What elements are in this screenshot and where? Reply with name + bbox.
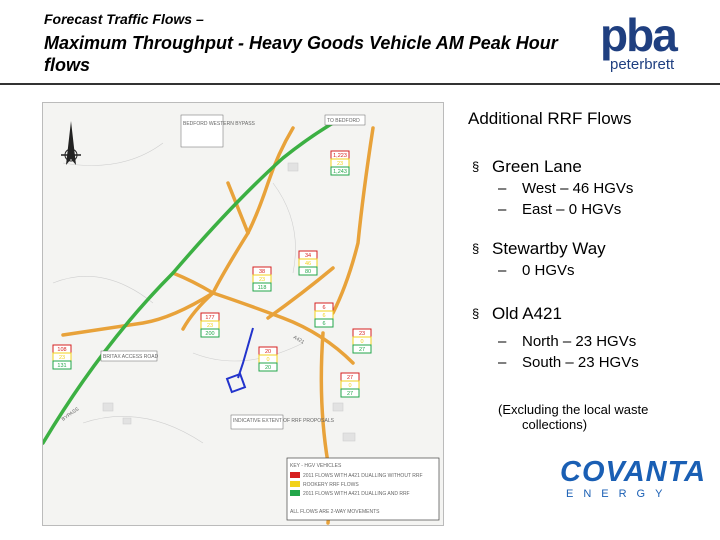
sub-item: – West – 46 HGVs — [498, 180, 634, 197]
map-label-a421: A421 — [292, 334, 306, 346]
sub-item-text: East – 0 HGVs — [522, 201, 622, 218]
legend-item: 2011 FLOWS WITH A421 DUALLING WITHOUT RRF — [303, 473, 423, 479]
map-label-britax: BRITAX ACCESS ROAD — [103, 354, 159, 360]
legend-title: KEY - HGV VEHICLES — [290, 463, 342, 469]
map-label-bypass-road: BYPASS — [60, 406, 81, 423]
footnote-line1: (Excluding the local waste — [498, 402, 649, 417]
flow-box — [201, 313, 219, 337]
pba-logo-main: pba — [600, 9, 676, 61]
flow-box-value: 23 — [206, 323, 214, 329]
sub-item: – North – 23 HGVs — [498, 333, 637, 350]
slide-header — [44, 10, 604, 76]
covanta-logo-sub: ENERGY — [566, 488, 673, 500]
map-label-box — [181, 115, 223, 147]
flow-box — [259, 347, 277, 371]
bullet-old-a421 — [468, 303, 716, 325]
covanta-logo — [560, 456, 707, 501]
bullet-marker-icon: § — [472, 241, 480, 256]
panel-title: Additional RRF Flows — [468, 109, 632, 128]
flow-box-value: 0 — [348, 383, 352, 389]
flow-box-value: 23 — [336, 161, 344, 167]
map-label-rrf-extent: INDICATIVE EXTENT OF RRF PROPOSALS — [233, 418, 334, 424]
sub-item: – South – 23 HGVs — [498, 354, 639, 371]
slide-title-line1: Forecast Traffic Flows – — [44, 11, 204, 27]
bullet-label: Old A421 — [492, 304, 562, 323]
map-svg — [43, 103, 443, 525]
bullet-label: Stewartby Way — [492, 239, 606, 258]
bullet-label: Green Lane — [492, 157, 582, 176]
sub-item: – East – 0 HGVs — [498, 201, 622, 218]
flow-box — [341, 373, 359, 397]
bullet-green-lane — [468, 156, 716, 178]
flow-box-value: 27 — [346, 375, 354, 381]
map-labels — [58, 115, 365, 429]
sub-item-text: West – 46 HGVs — [522, 180, 634, 197]
bullet-marker-icon: § — [472, 159, 480, 174]
sub-item-text: North – 23 HGVs — [522, 333, 637, 350]
flow-box — [315, 303, 333, 327]
flow-box-value: 46 — [304, 261, 312, 267]
flow-box — [253, 267, 271, 291]
flows-panel — [468, 102, 716, 373]
map-legend — [287, 458, 439, 520]
pba-logo-sub: peterbrett — [610, 56, 675, 73]
flow-box-value: 108 — [57, 347, 67, 353]
flow-box — [353, 329, 371, 353]
flow-box-value: 27 — [346, 391, 354, 397]
flow-box-value: 23 — [258, 277, 266, 283]
flow-box — [299, 251, 317, 275]
footnote — [498, 402, 698, 432]
flow-box-value: 118 — [257, 285, 267, 291]
north-arrow-icon — [61, 121, 81, 165]
flow-box-value: 0 — [360, 339, 364, 345]
flow-box — [53, 345, 71, 369]
flow-box-value: 80 — [304, 269, 312, 275]
bullet-marker-icon: § — [472, 306, 480, 321]
sub-item-text: South – 23 HGVs — [522, 354, 639, 371]
flow-box-value: 200 — [205, 331, 215, 337]
bullet-stewartby-way — [468, 238, 716, 260]
flow-box-value: 34 — [304, 253, 312, 259]
flow-box-value: 1,223 — [333, 153, 347, 159]
flow-box-value: 20 — [264, 365, 272, 371]
map-label-to-bedford: TO BEDFORD — [327, 118, 360, 124]
flow-box-value: 6 — [322, 321, 326, 327]
flow-box-value: 23 — [358, 331, 366, 337]
pba-logo — [600, 9, 696, 73]
flow-box-value: 38 — [258, 269, 266, 275]
sub-item-text: 0 HGVs — [522, 262, 575, 279]
flow-box-value: 6 — [322, 313, 326, 319]
flow-box — [331, 151, 349, 175]
footnote-line2: collections) — [522, 417, 588, 432]
flow-box-value: 23 — [58, 355, 66, 361]
slide-title-line2: Maximum Throughput - Heavy Goods Vehicle AM Peak Hour flows — [44, 33, 558, 75]
sub-item: – 0 HGVs — [498, 262, 575, 279]
covanta-logo-main: COVANTA — [560, 456, 707, 488]
flow-box-value: 177 — [205, 315, 215, 321]
flow-box-value: 20 — [264, 349, 272, 355]
header-rule — [0, 83, 720, 85]
legend-item: ROOKERY RRF FLOWS — [303, 482, 359, 488]
flow-box-value: 131 — [57, 363, 67, 369]
legend-item: 2011 FLOWS WITH A421 DUALLING AND RRF — [303, 491, 410, 497]
legend-footer: ALL FLOWS ARE 2-WAY MOVEMENTS — [290, 509, 380, 515]
flow-box-value: 27 — [358, 347, 366, 353]
flow-box-value: 0 — [266, 357, 270, 363]
flow-box-value: 1,243 — [333, 169, 347, 175]
flow-box-value: 6 — [322, 305, 326, 311]
traffic-flow-map — [42, 102, 444, 526]
map-label-bypass: BEDFORD WESTERN BYPASS — [183, 121, 255, 127]
